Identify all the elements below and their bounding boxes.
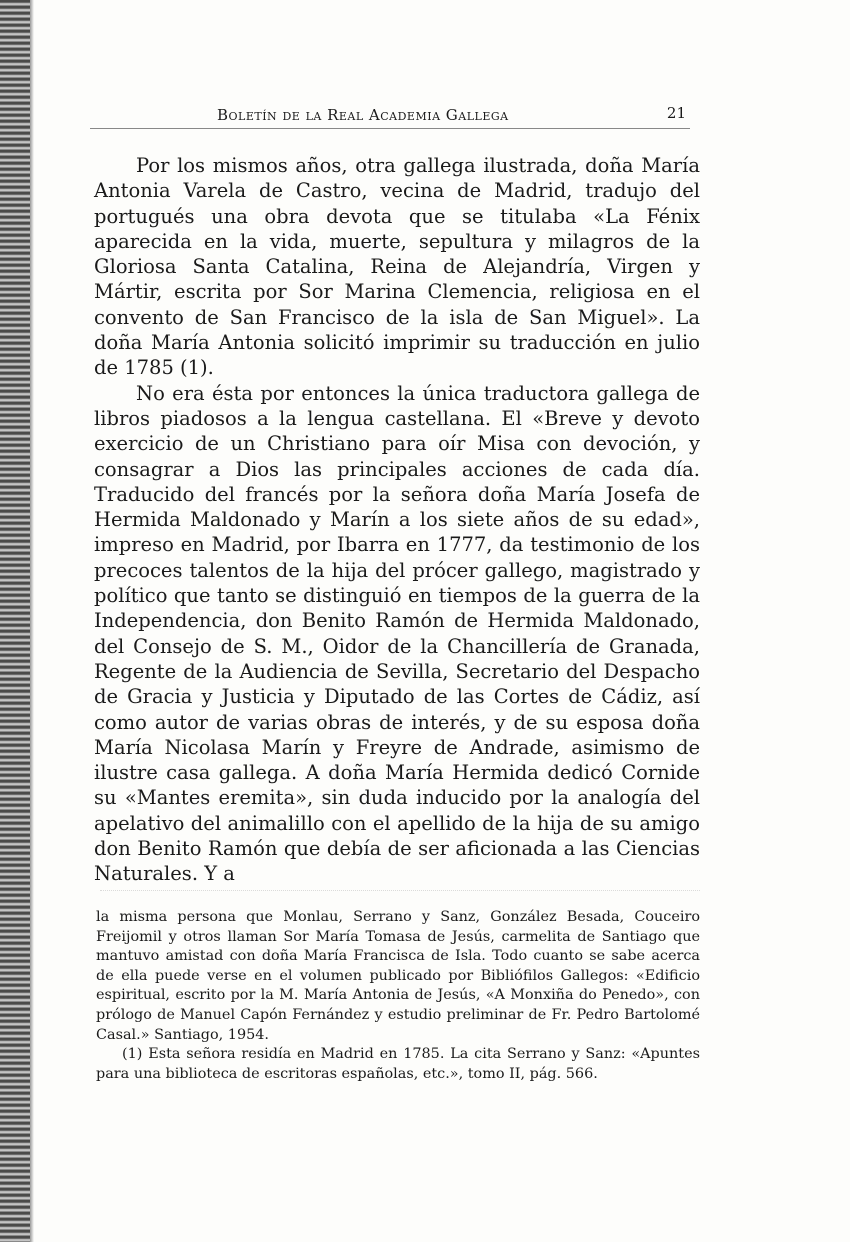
footnote-continued: la misma persona que Monlau, Serrano y Sanz, González Besada, Couceiro Freijomil y otros llaman Sor María Tomasa de Jesús, carmelita de Santiago que mantuvo amistad con doña María Francisca de Isla. Todo cuanto se sabe acerca de ella puede verse en el volumen publicado por Bibliófilos Gallegos: «Edificio espiritual, escrito por la M. María Antonia de Jesús, «A Monxiña do Penedo», con prólogo de Manuel Capón Fernández y estudio preliminar de Fr. Pedro Bartolomé Casal.» Santiago, 1954. xyxy=(96,909,700,1043)
binding-edge xyxy=(0,0,30,1242)
paragraph: No era ésta por entonces la única traductora gallega de libros piadosos a la lengua castellana. El «Breve y devoto exercicio de un Christiano para oír Misa con devoción, y consagrar a Dios las principales acciones de cada día. Traducido del francés por la señora doña María Josefa de Hermida Maldonado y Marín a los siete años de su edad», impreso en Madrid, por Ibarra en 1777, da testimonio de los precoces talentos de la hija del prócer gallego, magistrado y político que tanto se distinguió en tiempos de la guerra de la Independencia, don Benito Ramón de Hermida Maldonado, del Consejo de S. M., Oidor de la Chancillería de Granada, Regente de la Audiencia de Sevilla, Secretario del Despacho de Gracia y Justicia y Diputado de las Cortes de Cádiz, así como autor de varias obras de interés, y de su esposa doña María Nicolasa Marín y Freyre de Andrade, asimismo de ilustre casa gallega. A doña María Hermida dedicó Cornide su «Mantes eremita», sin duda inducido por la analogía del apelativo del animalillo con el apellido de la hija de su amigo don Benito Ramón que debía de ser aficionada a las Ciencias Naturales. Y a xyxy=(94,381,700,886)
footnotes xyxy=(96,908,700,1084)
main-text xyxy=(94,153,700,887)
illegible-separator xyxy=(100,864,700,891)
page-number: 21 xyxy=(666,104,686,122)
journal-title: Boletín de la Real Academia Gallega xyxy=(217,106,509,124)
binding-shadow xyxy=(30,0,34,1242)
paragraph: Por los mismos años, otra gallega ilustrada, doña María Antonia Varela de Castro, vecina de Madrid, tradujo del portugués una obra devota que se titulaba «La Fénix aparecida en la vida, muerte, sepultura y milagros de la Gloriosa Santa Catalina, Reina de Alejandría, Virgen y Mártir, escrita por Sor Marina Clemencia, religiosa en el convento de San Francisco de la isla de San Miguel». La doña María Antonia solicitó imprimir su traducción en julio de 1785 (1). xyxy=(94,154,700,380)
running-header xyxy=(90,102,690,129)
footnote-1: (1) Esta señora residía en Madrid en 1785. La cita Serrano y Sanz: «Apuntes para una biblioteca de escritoras españolas, etc.», tomo II, pág. 566. xyxy=(96,1046,700,1082)
